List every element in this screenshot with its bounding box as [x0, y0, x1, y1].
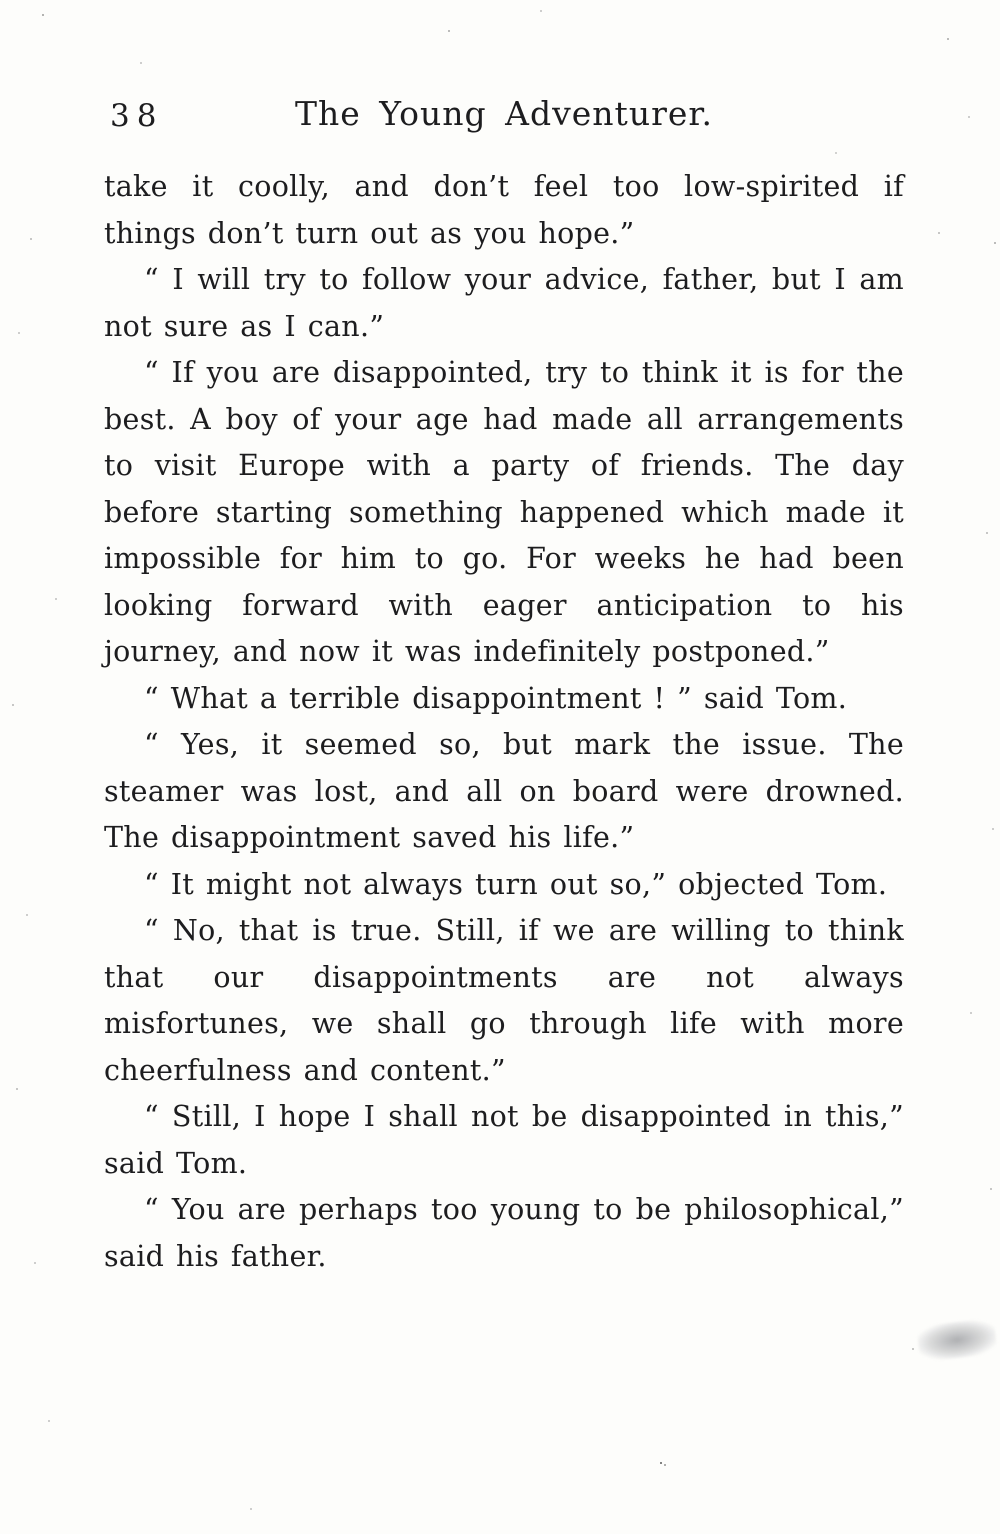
scan-smudge: [916, 1317, 998, 1362]
page-number: 38: [110, 98, 164, 134]
paragraph: “ Yes, it seemed so, but mark the issue. The steamer was lost, and all on board were drowned. The disappointment saved his life.”: [104, 728, 904, 854]
paragraph: “ No, that is true. Still, if we are willing to think that our disappointments are not always misfortunes, we shall go through life with more cheerfulness and content.”: [104, 914, 904, 1087]
page-body: [104, 164, 904, 1280]
paragraph: “ Still, I hope I shall not be disappointed in this,” said Tom.: [104, 1100, 904, 1180]
paragraph: “ I will try to follow your advice, father, but I am not sure as I can.”: [104, 263, 904, 343]
paragraph: take it coolly, and don’t feel too low-spirited if things don’t turn out as you hope.”: [104, 170, 904, 250]
paragraph: “ It might not always turn out so,” objected Tom.: [144, 867, 888, 901]
running-title: The Young Adventurer.: [294, 94, 714, 133]
paragraph: “ You are perhaps too young to be philosophical,” said his father.: [104, 1193, 904, 1273]
paragraph: “ What a terrible disappointment ! ” said Tom.: [144, 681, 848, 715]
page-header: [104, 94, 904, 148]
scan-specks: [0, 0, 2, 2]
paragraph: “ If you are disappointed, try to think it is for the best. A boy of your age had made all arrangements to visit Europe with a party of friends. The day before starting something happened which made it impossible for him to go. For weeks he had been looking forward with eager anticipation to his journey, and now it was indefinitely postponed.”: [104, 356, 904, 668]
